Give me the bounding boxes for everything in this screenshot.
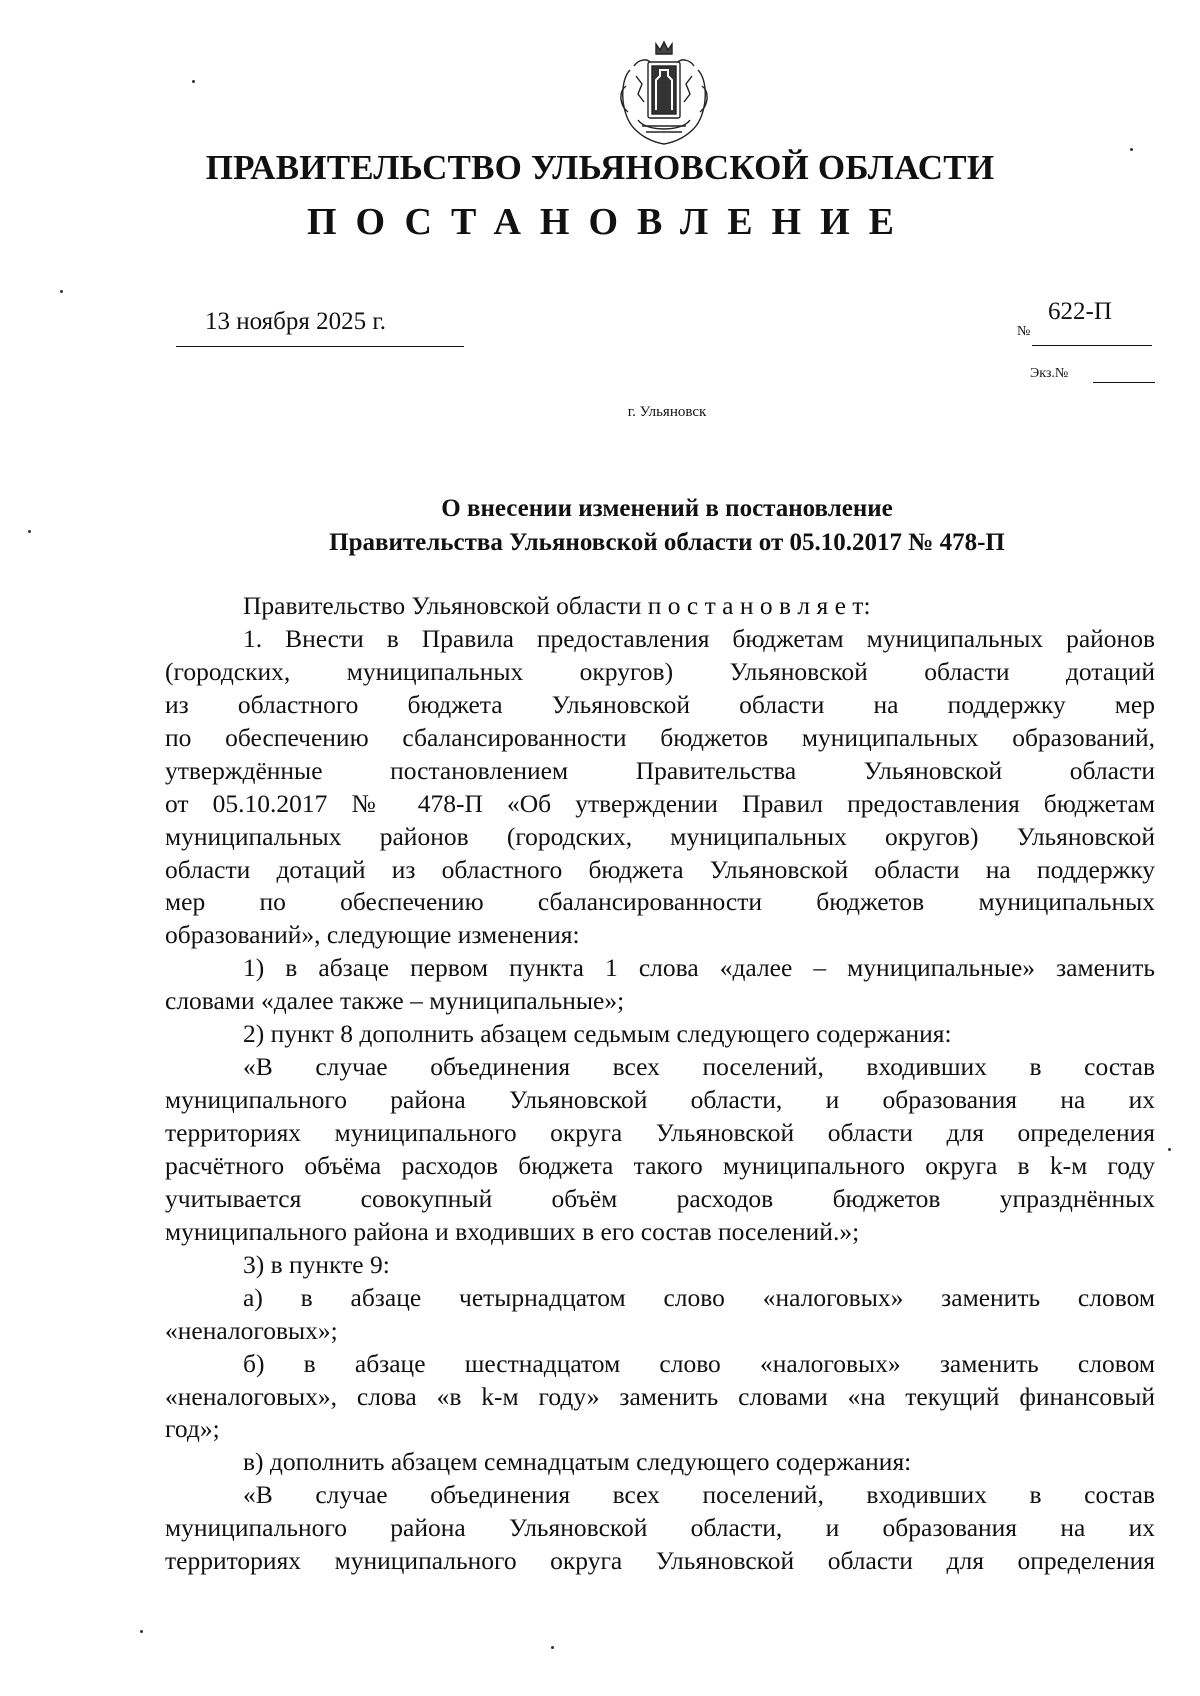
- body-line: «В случае объединения всех поселений, входивших в состав: [243, 1052, 1155, 1082]
- copy-number-underline: [1093, 382, 1155, 383]
- body-line: мер по обеспечению сбалансированности бюджетов муниципальных: [165, 887, 1155, 917]
- document-type-title: ПОСТАНОВЛЕНИЕ: [306, 201, 914, 243]
- body-line: муниципального района Ульяновской области, и образования на их: [165, 1085, 1155, 1115]
- body-line: муниципального района Ульяновской области, и образования на их: [165, 1513, 1155, 1543]
- body-line: муниципального района и входивших в его состав поселений.»;: [165, 1216, 860, 1246]
- scan-speck: [28, 530, 31, 533]
- body-line: из областного бюджета Ульяновской области на поддержку мер: [165, 689, 1155, 719]
- body-line: 2) пункт 8 дополнить абзацем седьмым следующего содержания:: [243, 1019, 952, 1049]
- body-line: утверждённые постановлением Правительства Ульяновской области: [165, 755, 1155, 785]
- body-line: в) дополнить абзацем семнадцатым следующего содержания:: [243, 1447, 912, 1477]
- body-line: территориях муниципального округа Ульяновской области для определения: [165, 1546, 1155, 1576]
- scan-speck: [551, 1646, 554, 1649]
- body-line: учитывается совокупный объём расходов бюджетов упразднённых: [165, 1183, 1155, 1213]
- body-line: а) в абзаце четырнадцатом слово «налоговых» заменить словом: [243, 1282, 1155, 1312]
- body-line: по обеспечению сбалансированности бюджетов муниципальных образований,: [165, 722, 1155, 752]
- document-body: [165, 590, 1155, 1578]
- scan-speck: [192, 80, 195, 83]
- body-line: (городских, муниципальных округов) Ульяновской области дотаций: [165, 656, 1155, 686]
- body-line: «неналоговых», слова «в k-м году» заменить словами «на текущий финансовый: [165, 1381, 1155, 1411]
- body-line: от 05.10.2017 № 478-П «Об утверждении Правил предоставления бюджетам: [165, 788, 1155, 818]
- government-title: ПРАВИТЕЛЬСТВО УЛЬЯНОВСКОЙ ОБЛАСТИ: [205, 148, 995, 187]
- city-label: г. Ульяновск: [627, 404, 707, 420]
- copy-number-label: Экз.№: [1030, 366, 1069, 381]
- date-underline: [176, 346, 464, 347]
- coat-of-arms-emblem: [616, 40, 712, 148]
- body-line: территориях муниципального округа Ульяновской области для определения: [165, 1118, 1155, 1147]
- subject-line-1: О внесении изменений в постановление: [441, 495, 893, 522]
- number-sign: №: [1017, 324, 1031, 339]
- body-line: 3) в пункте 9:: [243, 1249, 390, 1279]
- scan-speck: [60, 290, 63, 293]
- body-line: 1) в абзаце первом пункта 1 слова «далее – муниципальные» заменить: [243, 953, 1155, 983]
- document-subject: [0, 492, 1200, 560]
- body-line: «В случае объединения всех поселений, входивших в состав: [243, 1480, 1155, 1510]
- body-line: словами «далее также – муниципальные»;: [165, 986, 625, 1016]
- body-line: области дотаций из областного бюджета Ульяновской области на поддержку: [165, 854, 1155, 884]
- body-line: б) в абзаце шестнадцатом слово «налоговых» заменить словом: [243, 1348, 1155, 1378]
- body-line: год»;: [165, 1414, 220, 1444]
- body-line: Правительство Ульяновской области п о с т а н о в л я е т:: [243, 591, 871, 620]
- body-line: «неналоговых»;: [165, 1315, 338, 1345]
- body-line: образований», следующие изменения:: [165, 920, 580, 950]
- scan-speck: [140, 1630, 143, 1633]
- subject-line-2: Правительства Ульяновской области от 05.10.2017 № 478-П: [329, 529, 1005, 556]
- number-underline: [1032, 345, 1152, 346]
- document-number: 622-П: [1048, 298, 1112, 325]
- scan-speck: [1130, 148, 1133, 151]
- scan-speck: [1168, 1148, 1171, 1151]
- body-line: муниципальных районов (городских, муниципальных округов) Ульяновской: [165, 821, 1155, 851]
- body-line: расчётного объёма расходов бюджета такого муниципального округа в k-м году: [165, 1150, 1155, 1180]
- document-date: 13 ноября 2025 г.: [205, 308, 387, 335]
- body-line: 1. Внести в Правила предоставления бюджетам муниципальных районов: [243, 623, 1155, 653]
